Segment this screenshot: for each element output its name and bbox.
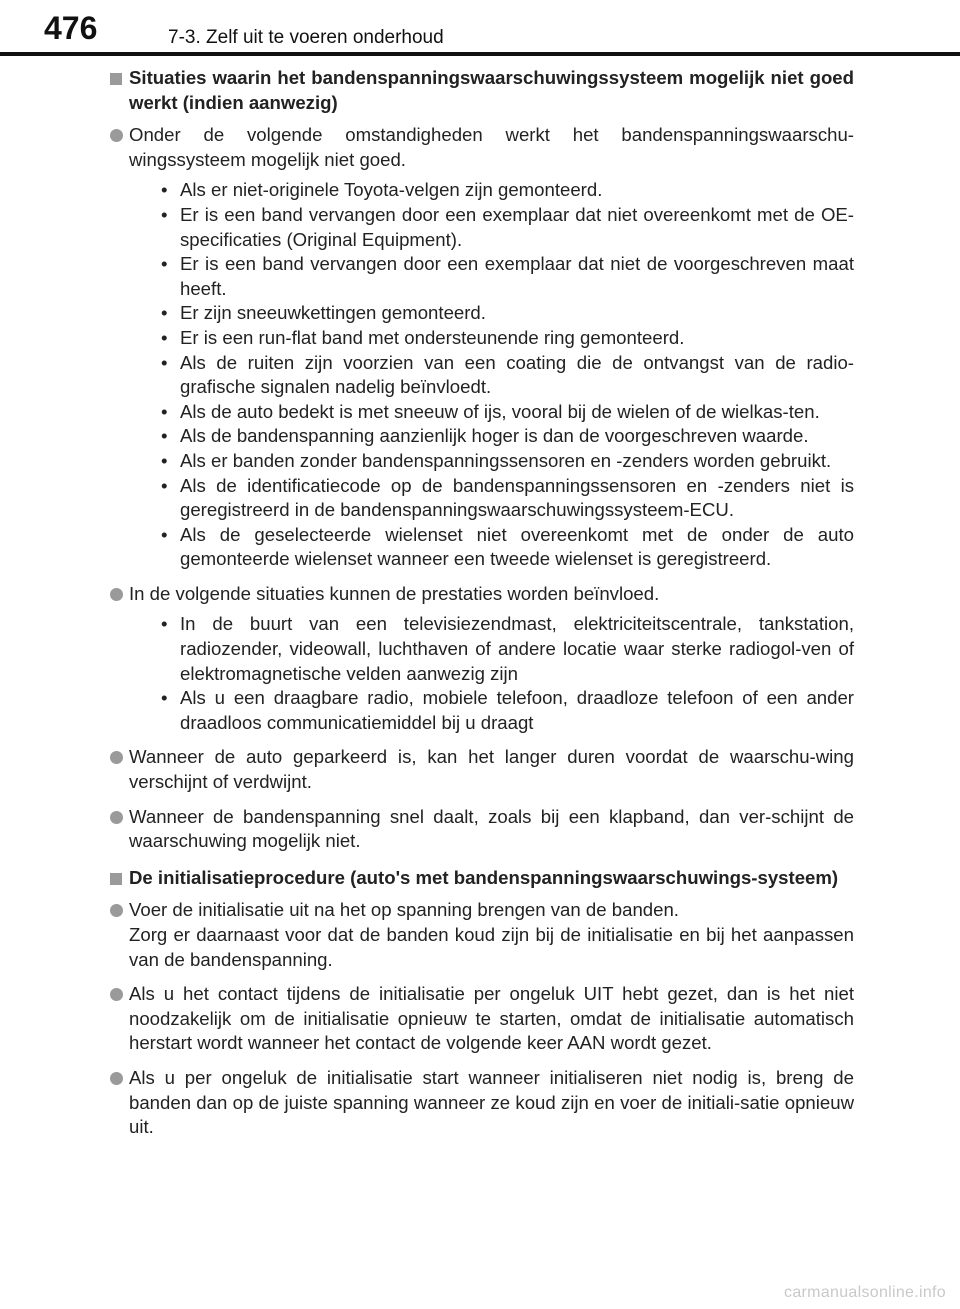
circle-bullet-icon [110, 1072, 123, 1085]
list-item: • Als de bandenspanning aanzienlijk hoger is dan de voorgeschreven waarde. [161, 424, 854, 449]
section-heading [108, 866, 854, 891]
paragraph [108, 805, 854, 854]
paragraph [108, 1066, 854, 1140]
list-item: • Als er banden zonder bandenspanningssensoren en -zenders worden gebruikt. [161, 449, 854, 474]
list-item: • Als u een draagbare radio, mobiele telefoon, draadloze telefoon of een ander draadloos communicatiemiddel bij u draagt [161, 687, 854, 733]
circle-bullet-icon [110, 588, 123, 601]
section-heading [108, 66, 854, 115]
header-rule [0, 52, 960, 56]
dot-bullet-icon: • [161, 687, 168, 709]
dot-bullet-icon: • [161, 179, 168, 201]
paragraph-text-continued: Zorg er daarnaast voor dat de banden koud zijn bij de initialisatie en bij het aanpassen van de bandenspanning. [129, 924, 854, 970]
circle-bullet-icon [110, 751, 123, 764]
list-item: • Er is een run-flat band met ondersteunende ring gemonteerd. [161, 326, 854, 351]
paragraph-text: In de volgende situaties kunnen de prestaties worden beïnvloed. [129, 582, 660, 604]
list-item: • Als de ruiten zijn voorzien van een coating die de ontvangst van de radio-grafische signalen nadelig beïnvloedt. [161, 351, 854, 398]
dot-bullet-icon: • [161, 449, 168, 471]
paragraph-text: Onder de volgende omstandigheden werkt het bandenspanningswaarschu-wingssysteem mogelijk niet goed. [129, 124, 854, 170]
circle-bullet-icon [110, 988, 123, 1001]
list-item: • Er is een band vervangen door een exemplaar dat niet overeenkomt met de OE-specificaties (Original Equipment). [161, 203, 854, 250]
paragraph-text: Als u per ongeluk de initialisatie start wanneer initialiseren niet nodig is, breng de banden dan op de juiste spanning wanneer ze koud zijn en voer de initiali-satie opnieuw uit. [129, 1066, 854, 1138]
page-number: 476 [44, 10, 98, 46]
paragraph-text: Als u het contact tijdens de initialisatie per ongeluk UIT hebt gezet, dan is het niet noodzakelijk om de initialisatie opnieuw te starten, omdat de initialisatie automatisch herstart wordt wanneer het contact de volgende keer AAN wordt gezet. [129, 983, 854, 1054]
page-header [0, 0, 960, 56]
list-item: • Als de identificatiecode op de bandenspanningssensoren en -zenders niet is geregistreerd in de bandenspanningswaarschuwingssysteem-ECU. [161, 474, 854, 521]
section-heading-text: De initialisatieprocedure (auto's met bandenspanningswaarschuwings-systeem) [129, 866, 839, 888]
page-content [108, 66, 854, 1150]
square-bullet-icon [110, 73, 122, 85]
dot-bullet-icon: • [161, 425, 168, 447]
dot-bullet-icon: • [161, 351, 168, 373]
list-item: • Er is een band vervangen door een exemplaar dat niet de voorgeschreven maat heeft. [161, 253, 854, 299]
chapter-title: 7-3. Zelf uit te voeren onderhoud [168, 27, 444, 48]
paragraph [108, 123, 854, 572]
paragraph [108, 745, 854, 794]
paragraph [108, 982, 854, 1056]
dot-bullet-icon: • [161, 474, 168, 496]
dot-bullet-icon: • [161, 400, 168, 422]
situation-list [129, 612, 854, 735]
dot-bullet-icon: • [161, 523, 168, 545]
condition-list [129, 178, 854, 572]
list-item: • Als er niet-originele Toyota-velgen zijn gemonteerd. [161, 178, 854, 203]
dot-bullet-icon: • [161, 613, 168, 635]
circle-bullet-icon [110, 129, 123, 142]
paragraph [108, 898, 854, 972]
dot-bullet-icon: • [161, 203, 168, 225]
circle-bullet-icon [110, 904, 123, 917]
dot-bullet-icon: • [161, 326, 168, 348]
section-heading-text: Situaties waarin het bandenspanningswaarschuwingssysteem mogelijk niet goed werkt (indien aanwezig) [129, 67, 854, 113]
paragraph-text: Wanneer de auto geparkeerd is, kan het langer duren voordat de waarschu-wing verschijnt of verdwijnt. [129, 746, 854, 793]
circle-bullet-icon [110, 811, 123, 824]
watermark: carmanualsonline.info [784, 1284, 946, 1301]
list-item: • Als de auto bedekt is met sneeuw of ijs, vooral bij de wielen of de wielkas-ten. [161, 400, 854, 425]
list-item: • Er zijn sneeuwkettingen gemonteerd. [161, 301, 854, 326]
dot-bullet-icon: • [161, 302, 168, 324]
square-bullet-icon [110, 873, 122, 885]
paragraph [108, 582, 854, 736]
dot-bullet-icon: • [161, 253, 168, 275]
list-item: • In de buurt van een televisiezendmast, elektriciteitscentrale, tankstation, radiozender, videowall, luchthaven of andere locatie waar sterke radiogol-ven of elektromagnetische velden aanwezig zijn [161, 613, 854, 684]
list-item: • Als de geselecteerde wielenset niet overeenkomt met de onder de auto gemonteerde wielenset wanneer een tweede wielenset is geregistreerd. [161, 523, 854, 570]
paragraph-text: Wanneer de bandenspanning snel daalt, zoals bij een klapband, dan ver-schijnt de waarschuwing mogelijk niet. [129, 805, 854, 852]
paragraph-text: Voer de initialisatie uit na het op spanning brengen van de banden. [129, 899, 679, 921]
